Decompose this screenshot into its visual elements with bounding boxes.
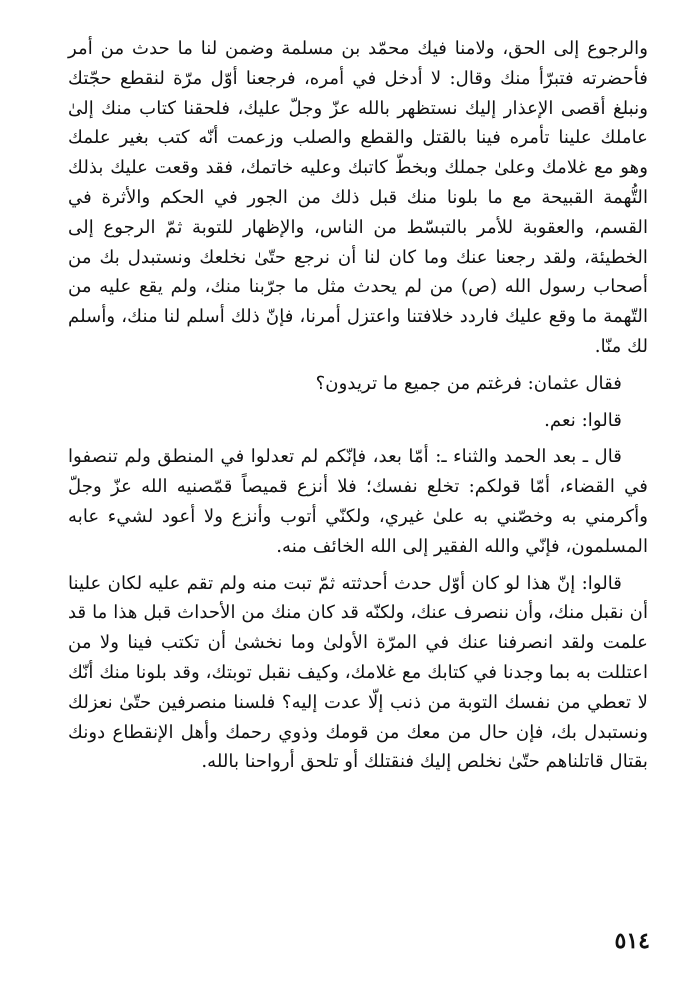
paragraph-4: قال ـ بعد الحمد والثناء ـ: أمّا بعد، فإنّكم لم تعدلوا في المنطق ولم تنصفوا في القضاء، أمّا قولكم: تخلع نفسك؛ فلا أنزع قميصاً قمّصنيه الله عزّ وجلّ وأكرمني به وخصّني به علىٰ غيري، ولكنّي أتوب وأنزع ولا أعود لشيء عابه المسلمون، فإنّي والله الفقير إلى الله الخائف منه. (68, 446, 648, 557)
page-number: ٥١٤ (614, 928, 650, 954)
paragraph-3: قالوا: نعم. (544, 409, 622, 431)
paragraph-5: قالوا: إنّ هذا لو كان أوّل حدث أحدثته ثمّ تبت منه ولم تقم عليه لكان علينا أن نقبل منك، وأن ننصرف عنك، ولكنّه قد كان منك من الأحداث قبل هذا ما قد علمت ولقد انصرفنا عنك في المرّة الأولىٰ وما نخشىٰ أن تكتب فينا ولا من اعتللت به بما وجدنا في كتابك مع غلامك، وكيف نقبل توبتك، وقد بلونا منك أنّك لا تعطي من نفسك التوبة من ذنب إلّا عدت إليه؟ فلسنا منصرفين حتّىٰ نعزلك ونستبدل بك، فإن حال من معك من قومك وذوي رحمك وأهل الإنقطاع دونك بقتال قاتلناهم حتّىٰ نخلص إليك فنقتلك أو تلحق أرواحنا بالله. (68, 572, 648, 773)
paragraph-1: والرجوع إلى الحق، ولامنا فيك محمّد بن مسلمة وضمن لنا ما حدث من أمر فأحضرته فتبرّأ منك وقال: لا أدخل في أمره، فرجعنا أوّل مرّة لنقطع حجّتك ونبلغ أقصى الإعذار إليك نستظهر بالله عزّ وجلّ عليك، فلحقنا كتاب منك إلىٰ عاملك علينا تأمره فينا بالقتل والقطع والصلب وزعمت أنّه كتب بغير علمك وهو مع غلامك وعلىٰ جملك وبخطّ كاتبك وعليه خاتمك، فقد وقعت عليك بذلك التُّهمة القبيحة مع ما بلونا منك قبل ذلك من الجور في الحكم والأثرة في القسم، والعقوبة للأمر بالتبسّط من الناس، والإظهار للتوبة ثمّ الرجوع إلى الخطيئة، ولقد رجعنا عنك وما كان لنا أن نرجع حتّىٰ نخلعك ونستبدل بك من أصحاب رسول الله (ص) من لم يحدث مثل ما جرّبنا منك، ولم يقع عليه من التّهمة ما وقع عليك فاردد خلافتنا واعتزل أمرنا، فإنّ ذلك أسلم لنا منك، وأسلم لك منّا. (68, 38, 648, 357)
body-text (68, 34, 648, 777)
paragraph-2: فقال عثمان: فرغتم من جميع ما تريدون؟ (315, 372, 622, 394)
